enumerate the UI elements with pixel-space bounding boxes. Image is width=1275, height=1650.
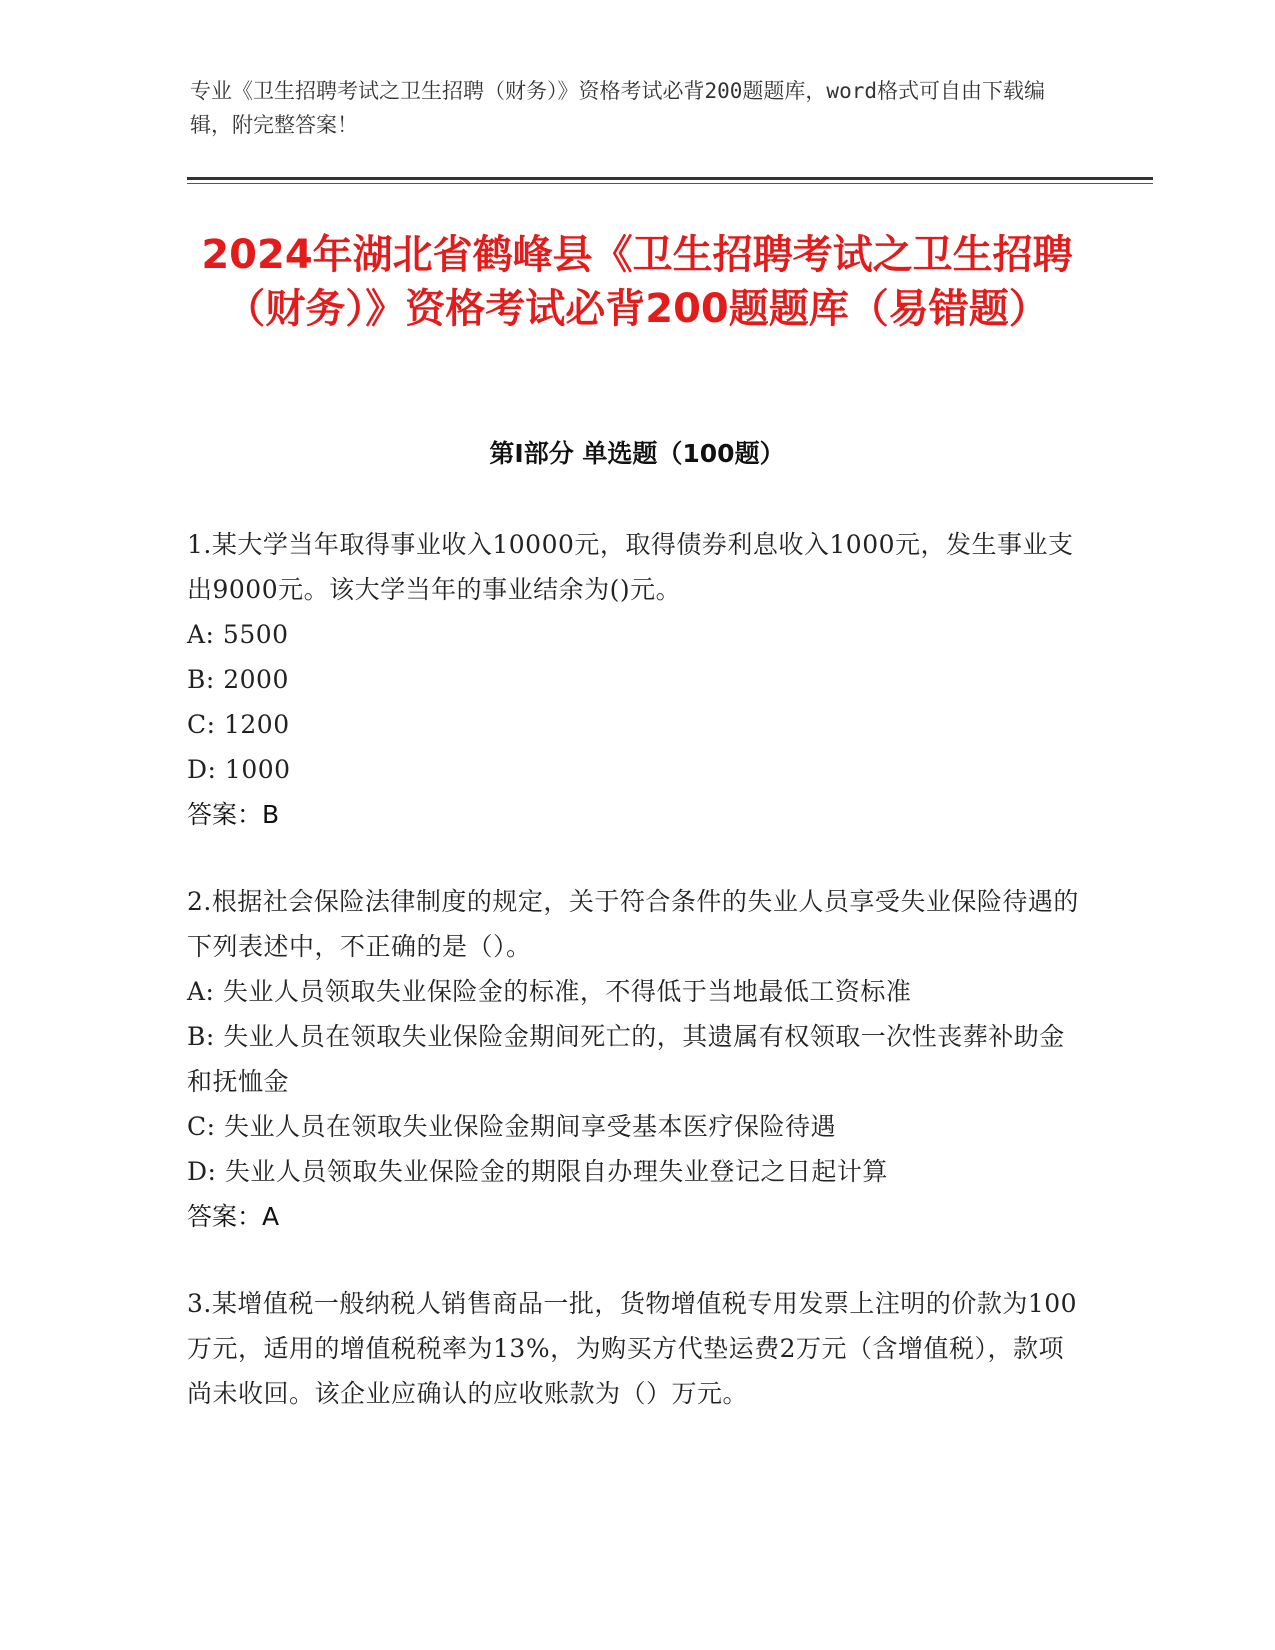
option-b: B: 失业人员在领取失业保险金期间死亡的，其遗属有权领取一次性丧葬补助金和抚恤金 bbox=[187, 1022, 1065, 1096]
question-text: 1.某大学当年取得事业收入10000元，取得债券利息收入1000元，发生事业支出9000元。该大学当年的事业结余为()元。 bbox=[187, 530, 1074, 604]
answer-text: 答案：A bbox=[187, 1202, 280, 1231]
option-d: D: 1000 bbox=[187, 755, 291, 784]
option-c: C: 1200 bbox=[187, 710, 290, 739]
header-note: 专业《卫生招聘考试之卫生招聘（财务）》资格考试必背200题题库，word格式可自由下载编辑，附完整答案！ bbox=[190, 79, 1045, 137]
header-divider-thin bbox=[187, 183, 1153, 184]
question-item bbox=[187, 879, 1087, 1239]
question-text: 3.某增值税一般纳税人销售商品一批，货物增值税专用发票上注明的价款为100万元，适用的增值税税率为13%，为购买方代垫运费2万元（含增值税），款项尚未收回。该企业应确认的应收账款为（）万元。 bbox=[187, 1289, 1078, 1408]
option-c: C: 失业人员在领取失业保险金期间享受基本医疗保险待遇 bbox=[187, 1112, 837, 1141]
answer-text: 答案：B bbox=[187, 800, 280, 829]
option-d: D: 失业人员领取失业保险金的期限自办理失业登记之日起计算 bbox=[187, 1157, 888, 1186]
question-list bbox=[187, 522, 1087, 1458]
section-heading: 第I部分 单选题（100题） bbox=[489, 439, 785, 468]
question-item bbox=[187, 1281, 1087, 1416]
document-title: 2024年湖北省鹤峰县《卫生招聘考试之卫生招聘（财务）》资格考试必背200题题库（易错题） bbox=[201, 232, 1073, 332]
option-b: B: 2000 bbox=[187, 665, 289, 694]
option-a: A: 5500 bbox=[187, 620, 289, 649]
question-text: 2.根据社会保险法律制度的规定，关于符合条件的失业人员享受失业保险待遇的下列表述中，不正确的是（）。 bbox=[187, 887, 1079, 961]
option-a: A: 失业人员领取失业保险金的标准，不得低于当地最低工资标准 bbox=[187, 977, 912, 1006]
question-item bbox=[187, 522, 1087, 837]
header-divider-thick bbox=[187, 177, 1153, 180]
